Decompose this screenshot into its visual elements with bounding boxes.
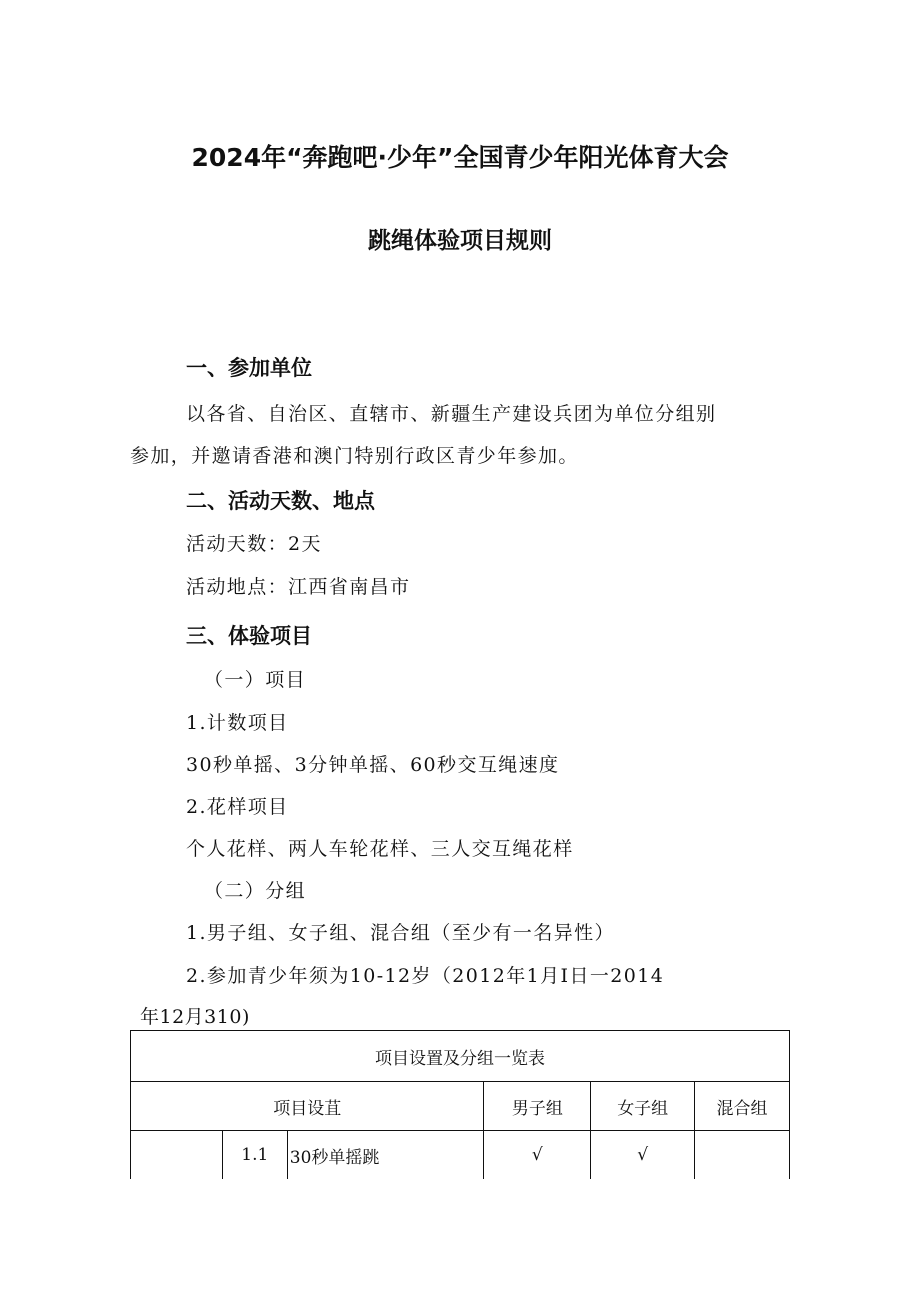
header-male-group: 男子组 — [484, 1082, 591, 1131]
section1-heading: 一、参加单位 — [186, 356, 312, 380]
group-rule-2-line1: 2.参加青少年须为10-12岁（2012年1月I日一2014 — [186, 965, 665, 987]
document-title-line1: 2024年“奔跑吧·少年”全国青少年阳光体育大会 — [191, 143, 729, 172]
section3-heading: 三、体验项目 — [186, 624, 312, 648]
subsection-items: （一）项目 — [204, 669, 307, 691]
activity-days: 活动天数：2天 — [186, 533, 322, 555]
section1-paragraph-line2: 参加，并邀请香港和澳门特别行政区青少年参加。 — [130, 445, 579, 467]
cell-mixed-check — [695, 1131, 790, 1180]
item-counting: 1.计数项目 — [186, 712, 289, 734]
section2-heading: 二、活动天数、地点 — [186, 489, 375, 513]
subsection-groups: （二）分组 — [204, 880, 307, 902]
cell-number: 1.1 — [222, 1131, 287, 1180]
header-project: 项目设苴 — [131, 1082, 484, 1131]
table-caption: 项目设置及分组一览表 — [131, 1031, 790, 1082]
header-mixed-group: 混合组 — [695, 1082, 790, 1131]
cell-project-name: 30秒单摇跳 — [287, 1131, 484, 1180]
section1-paragraph-line1: 以各省、自治区、直辖市、新疆生产建设兵团为单位分组别 — [186, 403, 717, 425]
group-rule-1: 1.男子组、女子组、混合组（至少有一名异性） — [186, 922, 615, 944]
item-fancy-detail: 个人花样、两人车轮花样、三人交互绳花样 — [186, 838, 574, 860]
item-fancy: 2.花样项目 — [186, 796, 289, 818]
cell-male-check: √ — [484, 1131, 591, 1180]
header-female-group: 女子组 — [591, 1082, 695, 1131]
cell-category — [131, 1131, 223, 1180]
item-counting-detail: 30秒单摇、3分钟单摇、60秒交互绳速度 — [186, 754, 560, 776]
activity-place: 活动地点：江西省南昌市 — [186, 576, 411, 598]
project-group-table — [130, 1030, 790, 1179]
cell-female-check: √ — [591, 1131, 695, 1180]
document-title-line2: 跳绳体验项目规则 — [368, 228, 552, 254]
group-rule-2-line2: 年12月310) — [140, 1006, 250, 1028]
table-row — [131, 1131, 790, 1180]
